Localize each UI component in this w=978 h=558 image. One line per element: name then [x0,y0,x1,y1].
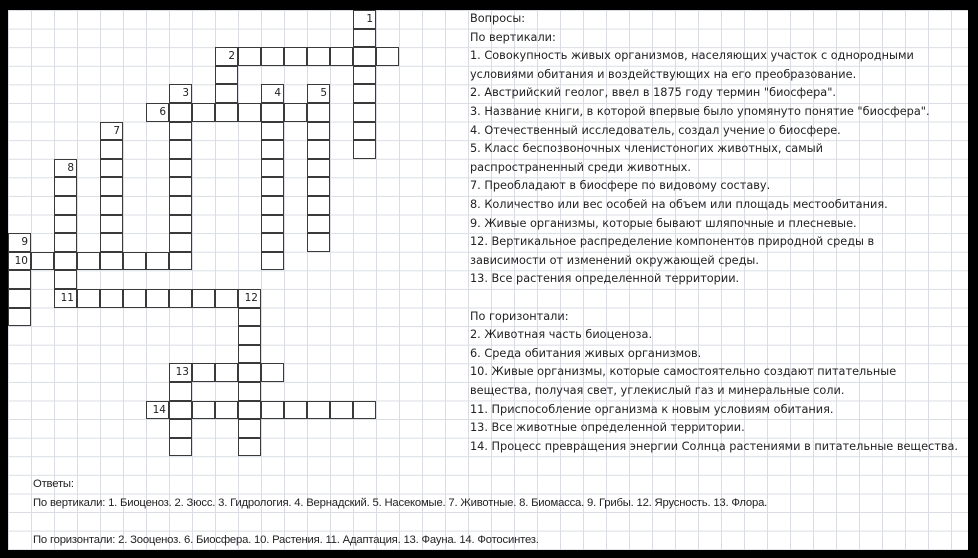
crossword-cell[interactable] [261,140,284,159]
crossword-cell[interactable] [261,363,284,382]
crossword-cell[interactable] [123,289,146,308]
crossword-cell[interactable] [238,419,261,438]
crossword-cell-2[interactable]: 2 [215,47,238,66]
crossword-cell[interactable] [8,270,31,289]
clue-line: 5. Класс беспозвоночных членистоногих животных, самый [470,142,823,156]
crossword-cell[interactable] [307,159,330,178]
clue-line: 13. Все животные определенной территории. [470,421,745,435]
crossword-cell[interactable] [330,47,353,66]
answers-across: По горизонтали: 2. Зооценоз. 6. Биосфера. 10. Растения. 11. Адаптация. 13. Фауна. 14. Фотосинтез. [33,533,539,546]
crossword-cell[interactable] [353,84,376,103]
crossword-cell[interactable] [353,47,376,66]
crossword-cell[interactable] [261,159,284,178]
crossword-cell[interactable] [54,177,77,196]
crossword-cell[interactable] [169,233,192,252]
crossword-cell[interactable] [307,233,330,252]
crossword-cell[interactable] [100,159,123,178]
crossword-cell[interactable] [307,122,330,141]
crossword-cell-11[interactable]: 11 [54,289,77,308]
crossword-cell[interactable] [238,382,261,401]
crossword-cell-8[interactable]: 8 [54,159,77,178]
crossword-cell[interactable] [146,289,169,308]
clue-line: зависимости от изменений окружающей среды. [470,253,759,267]
clue-line: 12. Вертикальное распределение компонентов природной среды в [470,235,875,249]
crossword-cell-4[interactable]: 4 [261,84,284,103]
clue-line: 14. Процесс превращения энергии Солнца растениями в питательные вещества. [470,439,958,453]
crossword-cell[interactable] [215,401,238,420]
crossword-cell[interactable] [284,47,307,66]
clue-line: вещества, получая свет, углекислый газ и минеральные соли. [470,384,845,397]
crossword-cell[interactable] [261,47,284,66]
clue-line: 6. Среда обитания живых организмов. [470,346,702,360]
crossword-cell[interactable] [353,122,376,141]
crossword-cell-7[interactable]: 7 [100,122,123,141]
clue-line: 10. Живые организмы, которые самостоятельно создают питательные [470,365,897,379]
crossword-cell[interactable] [307,215,330,234]
clue-line: 2. Австрийский геолог, ввел в 1875 году термин "биосфера". [470,86,837,100]
crossword-cell[interactable] [353,140,376,159]
crossword-cell[interactable] [261,252,284,271]
crossword-cell[interactable] [146,252,169,271]
answers-down: По вертикали: 1. Биоценоз. 2. Зюсс. 3. Гидрология. 4. Вернадский. 5. Насекомые. 7. Животные. 8. Биомасса. 9. Грибы. 12. Ярусность. 13. Флора. [33,496,768,509]
crossword-cell[interactable] [169,177,192,196]
crossword-cell[interactable] [192,103,215,122]
crossword-cell[interactable] [284,401,307,420]
crossword-cell[interactable] [54,252,77,271]
crossword-cell[interactable] [8,289,31,308]
crossword-cell[interactable] [169,103,192,122]
crossword-cell[interactable] [376,47,399,66]
crossword-cell-3[interactable]: 3 [169,84,192,103]
across-header: По горизонтали: [470,309,569,323]
crossword-cell[interactable] [238,326,261,345]
crossword-cell[interactable] [100,289,123,308]
crossword-cell[interactable] [169,289,192,308]
down-header: По вертикали: [470,30,556,44]
crossword-cell[interactable] [192,289,215,308]
crossword-cell[interactable] [307,103,330,122]
crossword-cell-6[interactable]: 6 [146,103,169,122]
crossword-cell[interactable] [261,196,284,215]
crossword-cell[interactable] [215,289,238,308]
crossword-cell[interactable] [353,29,376,48]
clue-line: 13. Все растения определенной территории. [470,272,740,286]
crossword-cell[interactable] [100,252,123,271]
crossword-cell[interactable] [261,401,284,420]
crossword-cell[interactable] [54,215,77,234]
clue-line: 3. Название книги, в которой впервые было упомянуто понятие "биосфера". [470,105,930,118]
crossword-cell[interactable] [215,84,238,103]
crossword-cell[interactable] [100,140,123,159]
crossword-cell[interactable] [307,47,330,66]
clue-line: 8. Количество или вес особей на объем или площадь местообитания. [470,198,888,211]
questions-title: Вопросы: [470,12,526,25]
crossword-cell[interactable] [238,363,261,382]
crossword-cell-12[interactable]: 12 [238,289,261,308]
crossword-cell[interactable] [169,401,192,420]
crossword-cell[interactable] [169,140,192,159]
crossword-cell[interactable] [192,363,215,382]
crossword-cell[interactable] [100,233,123,252]
crossword-cell[interactable] [123,252,146,271]
crossword-cell[interactable] [77,289,100,308]
crossword-cell[interactable] [169,438,192,457]
crossword-cell[interactable] [261,103,284,122]
crossword-cell[interactable] [307,140,330,159]
clue-line: 7. Преобладают в биосфере по видовому составу. [470,179,771,193]
crossword-cell[interactable] [54,233,77,252]
crossword-cell[interactable] [307,401,330,420]
clue-line: условиями обитания и воздействующих на его преобразование. [470,67,857,81]
crossword-cell-1[interactable]: 1 [353,10,376,29]
crossword-cell[interactable] [238,438,261,457]
crossword-cell[interactable] [215,103,238,122]
crossword-cell[interactable] [169,382,192,401]
crossword-cell[interactable] [169,122,192,141]
crossword-cell[interactable] [238,401,261,420]
crossword-cell[interactable] [353,401,376,420]
spreadsheet-sheet [8,10,968,550]
crossword-cell-14[interactable]: 14 [146,401,169,420]
crossword-cell[interactable] [169,196,192,215]
crossword-cell-10[interactable]: 10 [8,252,31,271]
crossword-cell[interactable] [330,401,353,420]
crossword-cell[interactable] [261,177,284,196]
clue-line: 2. Животная часть биоценоза. [470,328,653,342]
crossword-cell[interactable] [169,159,192,178]
crossword-cell[interactable] [261,215,284,234]
clue-line: распространенный среди животных. [470,160,691,174]
clue-line: 1. Совокупность живых организмов, населяющих участок с однородными [470,49,914,63]
crossword-cell[interactable] [284,103,307,122]
crossword-cell[interactable] [307,196,330,215]
clue-line: 9. Живые организмы, которые бывают шляпочные и плесневые. [470,216,857,230]
crossword-cell[interactable] [238,308,261,327]
crossword-cell[interactable] [238,345,261,364]
crossword-cell[interactable] [353,103,376,122]
crossword-cell[interactable] [54,196,77,215]
crossword-cell[interactable] [261,233,284,252]
crossword-cell-13[interactable]: 13 [169,363,192,382]
crossword-cell[interactable] [261,122,284,141]
crossword-cell[interactable] [238,47,261,66]
crossword-cell[interactable] [169,419,192,438]
clue-line: 4. Отечественный исследователь, создал учение о биосфере. [470,123,841,137]
crossword-cell[interactable] [169,252,192,271]
crossword-cell-5[interactable]: 5 [307,84,330,103]
crossword-cell[interactable] [238,103,261,122]
crossword-cell[interactable] [169,215,192,234]
crossword-cell[interactable] [215,66,238,85]
crossword-cell[interactable] [353,66,376,85]
crossword-cell[interactable] [307,177,330,196]
crossword-cell[interactable] [100,196,123,215]
crossword-cell[interactable] [77,252,100,271]
clue-line: 11. Приспособление организма к новым условиям обитания. [470,402,834,416]
crossword-cell-9[interactable]: 9 [8,233,31,252]
crossword-cell[interactable] [31,252,54,271]
crossword-cell[interactable] [192,401,215,420]
crossword-cell[interactable] [100,215,123,234]
answers-title: Ответы: [33,478,74,490]
crossword-cell[interactable] [54,270,77,289]
crossword-cell[interactable] [100,177,123,196]
crossword-cell[interactable] [215,363,238,382]
crossword-cell[interactable] [8,308,31,327]
